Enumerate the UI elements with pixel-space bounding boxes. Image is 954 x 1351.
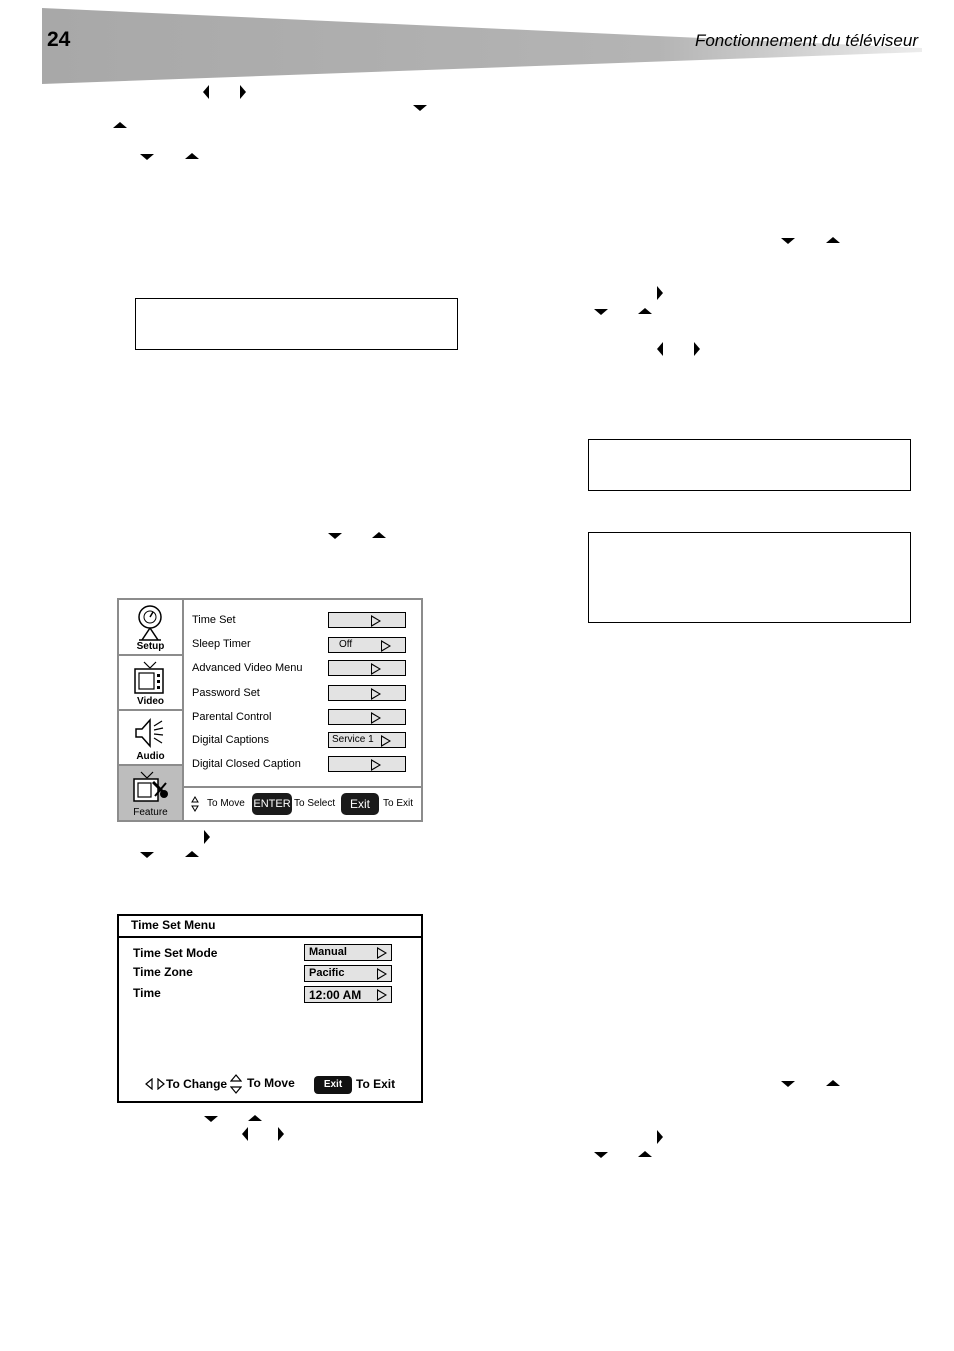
- up-arrow-icon: [638, 1151, 652, 1157]
- down-arrow-icon: [413, 105, 427, 111]
- up-arrow-icon: [248, 1115, 262, 1121]
- footer-exit-label: To Exit: [383, 798, 414, 809]
- time-set-mode-value: Manual: [309, 946, 347, 958]
- play-arrow-icon: [377, 947, 387, 959]
- sleep-timer-field[interactable]: [328, 637, 406, 653]
- tab-label: Feature: [133, 807, 168, 818]
- enter-key-badge: ENTER: [252, 793, 292, 815]
- up-arrow-icon: [826, 1080, 840, 1086]
- up-arrow-icon: [113, 122, 127, 128]
- time-set-menu-screen: [117, 914, 423, 1103]
- play-arrow-icon: [371, 759, 381, 771]
- right-arrow-icon: [657, 1130, 663, 1144]
- tools-icon: [133, 770, 169, 808]
- play-arrow-icon: [377, 968, 387, 980]
- menu-footer: [182, 786, 421, 822]
- time-value: 12:00 AM: [309, 988, 362, 1002]
- up-arrow-icon: [372, 532, 386, 538]
- down-arrow-icon: [140, 154, 154, 160]
- sleep-timer-value: Off: [339, 639, 353, 650]
- play-arrow-icon: [377, 989, 387, 1001]
- footer-change-label: To Change: [166, 1077, 228, 1091]
- menu-item-digital-captions[interactable]: Digital Captions: [192, 734, 270, 746]
- left-arrow-icon: [203, 85, 209, 99]
- down-arrow-icon: [594, 1152, 608, 1158]
- right-arrow-icon: [694, 342, 700, 356]
- up-arrow-icon: [638, 308, 652, 314]
- exit-key-badge: Exit: [341, 793, 379, 815]
- time-set-menu-title: Time Set Menu: [131, 918, 216, 932]
- menu-item-password-set[interactable]: Password Set: [192, 687, 260, 699]
- right-arrow-icon: [240, 85, 246, 99]
- exit-key-badge: Exit: [314, 1076, 352, 1094]
- down-arrow-icon: [204, 1116, 218, 1122]
- footer-move-label: To Move: [247, 1076, 295, 1090]
- satellite-dish-icon: [133, 604, 167, 644]
- right-arrow-icon: [657, 286, 663, 300]
- tab-label: Setup: [136, 641, 165, 652]
- tab-label: Audio: [136, 751, 165, 762]
- tv-icon: [133, 660, 167, 698]
- play-arrow-icon: [381, 735, 391, 747]
- password-set-field[interactable]: [328, 685, 406, 701]
- menu-item-advanced-video[interactable]: Advanced Video Menu: [192, 662, 303, 674]
- footer-exit-label: To Exit: [356, 1077, 396, 1091]
- play-arrow-icon: [371, 688, 381, 700]
- time-set-mode-label: Time Set Mode: [133, 946, 218, 960]
- note-box: [588, 439, 911, 491]
- feature-menu-screen: [117, 598, 423, 822]
- menu-item-parental-control[interactable]: Parental Control: [192, 711, 272, 723]
- time-zone-field[interactable]: [304, 965, 392, 982]
- time-field[interactable]: [304, 986, 392, 1003]
- down-arrow-icon: [140, 852, 154, 858]
- digital-captions-value: Service 1: [332, 734, 374, 745]
- section-title: Fonctionnement du téléviseur: [694, 31, 918, 50]
- left-arrow-icon: [242, 1127, 248, 1141]
- time-set-menu-title-bar: [119, 916, 421, 938]
- menu-item-digital-closed-caption[interactable]: Digital Closed Caption: [192, 758, 301, 770]
- digital-closed-caption-field[interactable]: [328, 756, 406, 772]
- note-box: [135, 298, 458, 350]
- time-set-mode-field[interactable]: [304, 944, 392, 961]
- tab-audio[interactable]: [119, 711, 182, 766]
- play-arrow-icon: [371, 712, 381, 724]
- page-number: 24: [47, 28, 71, 51]
- tab-feature[interactable]: [119, 766, 182, 820]
- time-label: Time: [133, 986, 161, 1000]
- right-arrow-icon: [204, 830, 210, 844]
- up-arrow-icon: [826, 237, 840, 243]
- tab-setup[interactable]: [119, 600, 182, 656]
- play-arrow-icon: [371, 615, 381, 627]
- tab-label: Video: [136, 696, 165, 707]
- footer-select-label: To Select: [294, 798, 336, 809]
- down-arrow-icon: [781, 238, 795, 244]
- right-arrow-icon: [278, 1127, 284, 1141]
- digital-captions-field[interactable]: [328, 732, 406, 748]
- footer-move-label: To Move: [207, 798, 245, 809]
- advanced-video-field[interactable]: [328, 660, 406, 676]
- up-arrow-icon: [185, 851, 199, 857]
- time-zone-value: Pacific: [309, 967, 345, 979]
- up-arrow-icon: [185, 153, 199, 159]
- left-right-arrow-icon: [145, 1078, 165, 1090]
- menu-item-time-set[interactable]: Time Set: [192, 614, 236, 626]
- play-arrow-icon: [371, 663, 381, 675]
- parental-control-field[interactable]: [328, 709, 406, 725]
- time-zone-label: Time Zone: [133, 965, 193, 979]
- note-box: [588, 532, 911, 623]
- up-down-arrow-icon: [191, 796, 199, 812]
- up-down-arrow-icon: [230, 1074, 242, 1094]
- time-set-field[interactable]: [328, 612, 406, 628]
- down-arrow-icon: [328, 533, 342, 539]
- speaker-icon: [133, 715, 167, 753]
- menu-item-sleep-timer[interactable]: Sleep Timer: [192, 638, 251, 650]
- menu-sidebar: [119, 600, 184, 820]
- down-arrow-icon: [594, 309, 608, 315]
- left-arrow-icon: [657, 342, 663, 356]
- down-arrow-icon: [781, 1081, 795, 1087]
- tab-video[interactable]: [119, 656, 182, 711]
- play-arrow-icon: [381, 640, 391, 652]
